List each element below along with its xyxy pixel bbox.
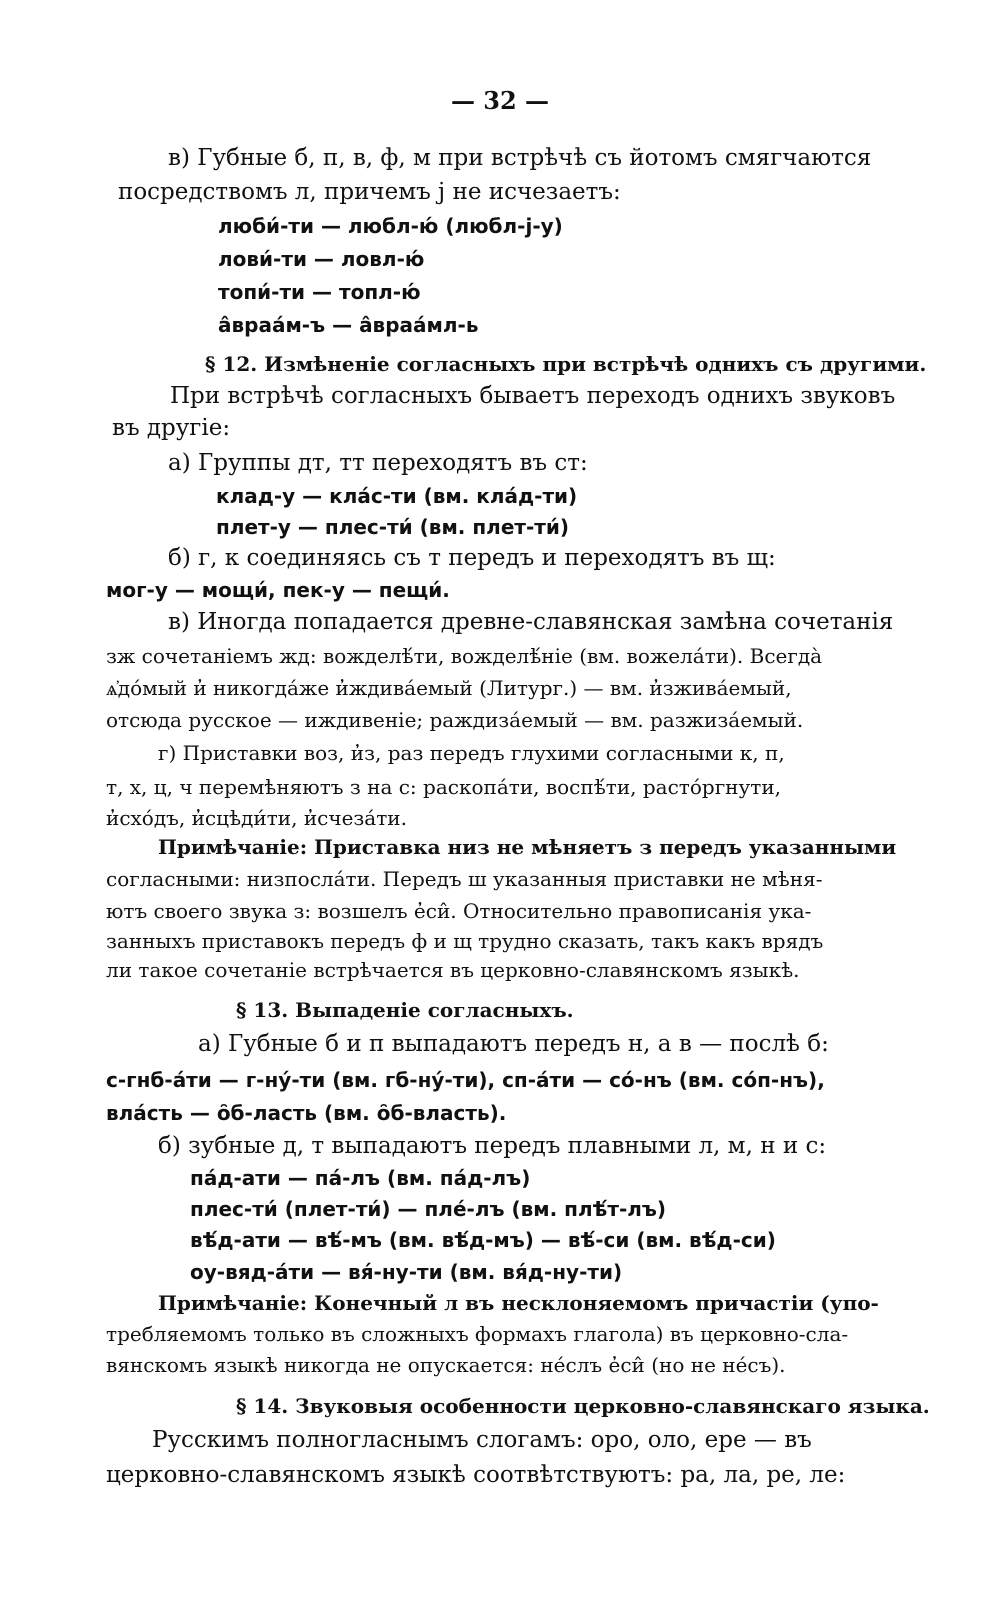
text-line-16: Русскимъ полногласнымъ слогамъ: оро, оло, ере — въ (152, 1427, 812, 1453)
section-heading-12: § 12. Измѣненіе согласныхъ при встрѣчѣ однихъ съ другими. (205, 352, 927, 376)
text-line-4: въ другіе: (112, 415, 231, 441)
text-line-1: в) Губные б, п, в, ф, м при встрѣчѣ съ йотомъ смягчаются (168, 145, 872, 171)
note-line-3: ютъ своего звука з: возшелъ е̓си̂. Относительно правописанія ука- (106, 899, 812, 923)
text-line-5: а) Группы дт, тт переходятъ въ ст: (168, 450, 588, 476)
example-line-4: а̂враа́м-ъ — а̂враа́мл-ь (218, 313, 479, 337)
note-line-4: занныхъ приставокъ передъ ф и щ трудно сказать, такъ какъ врядъ (106, 929, 824, 953)
example-line-12: вѣ́д-ати — вѣ́-мъ (вм. вѣ́д-мъ) — вѣ́-си (вм. вѣ́д-си) (190, 1228, 776, 1252)
example-line-11: плес-ти́ (плет-ти́) — пле́-лъ (вм. плѣ́т-лъ) (190, 1197, 667, 1221)
text-line-10: отсюда русское — иждивеніе; раждиза́емый — вм. разжиза́емый. (106, 708, 804, 732)
example-line-7: мог-у — мощи́, пек-у — пещи́. (106, 578, 450, 602)
text-line-13: и̓схо́дъ, и̓сцѣди́ти, и̓счеза́ти. (106, 806, 407, 830)
text-line-15: б) зубные д, т выпадаютъ передъ плавными л, м, н и с: (158, 1133, 827, 1159)
text-line-11: г) Приставки воз, и̓з, раз передъ глухими согласными к, п, (158, 741, 785, 765)
example-line-3: топи́-ти — топл-ю́ (218, 280, 421, 304)
text-line-6: б) г, к соединяясь съ т передъ и переходятъ въ щ: (168, 545, 776, 571)
text-line-9: ѧ̓до́мый и̓ никогда́же и̓ждива́емый (Литург.) — вм. и̓зжива́емый, (106, 676, 792, 700)
text-line-12: т, х, ц, ч перемѣняютъ з на с: раскопа́ти, воспѣ́ти, расто́ргнути, (106, 775, 782, 799)
text-line-17: церковно-славянскомъ языкѣ соотвѣтствуютъ: ра, ла, ре, ле: (106, 1462, 846, 1488)
section-heading-14: § 14. Звуковыя особенности церковно-славянскаго языка. (236, 1394, 930, 1418)
page-number: — 32 — (450, 86, 550, 115)
note-line-5: ли такое сочетаніе встрѣчается въ церковно-славянскомъ языкѣ. (106, 958, 800, 982)
note-line-7: требляемомъ только въ сложныхъ формахъ глагола) въ церковно-сла- (106, 1322, 849, 1346)
note-line-2: согласными: низпосла́ти. Передъ ш указанныя приставки не мѣня- (106, 867, 823, 891)
note-line-8: вянскомъ языкѣ никогда не опускается: не́слъ е̓си̂ (но не не́съ). (106, 1353, 786, 1377)
example-line-2: лови́-ти — ловл-ю́ (218, 247, 425, 271)
text-line-7: в) Иногда попадается древне-славянская замѣна сочетанія (168, 609, 894, 635)
example-line-5: клад-у — кла́с-ти (вм. кла́д-ти) (216, 484, 578, 508)
section-heading-13: § 13. Выпаденіе согласныхъ. (236, 998, 574, 1022)
example-line-6: плет-у — плес-ти́ (вм. плет-ти́) (216, 515, 570, 539)
text-line-3: При встрѣчѣ согласныхъ бываетъ переходъ однихъ звуковъ (170, 383, 896, 409)
note-line-1: Примѣчаніе: Приставка низ не мѣняетъ з передъ указанными (158, 835, 897, 859)
text-line-14: а) Губные б и п выпадаютъ передъ н, а в — послѣ б: (198, 1031, 829, 1057)
example-line-10: па́д-ати — па́-лъ (вм. па́д-лъ) (190, 1166, 531, 1190)
example-line-13: оу-вяд-а́ти — вя́-ну-ти (вм. вя́д-ну-ти) (190, 1260, 623, 1284)
example-line-1: люби́-ти — любл-ю́ (любл-j-у) (218, 214, 563, 238)
example-line-8: с-гнб-а́ти — г-ну́-ти (вм. гб-ну́-ти), сп-а́ти — со́-нъ (вм. со́п-нъ), (106, 1068, 825, 1092)
example-line-9: вла́сть — о̑б-ласть (вм. о̑б-власть). (106, 1101, 507, 1125)
text-line-2: посредствомъ л, причемъ j не исчезаетъ: (118, 179, 621, 205)
note-line-6: Примѣчаніе: Конечный л въ несклоняемомъ причастіи (упо- (158, 1291, 879, 1315)
text-line-8: зж сочетаніемъ жд: вожделѣ́ти, вожделѣ́ніе (вм. вожела́ти). Всегда̀ (106, 644, 823, 668)
